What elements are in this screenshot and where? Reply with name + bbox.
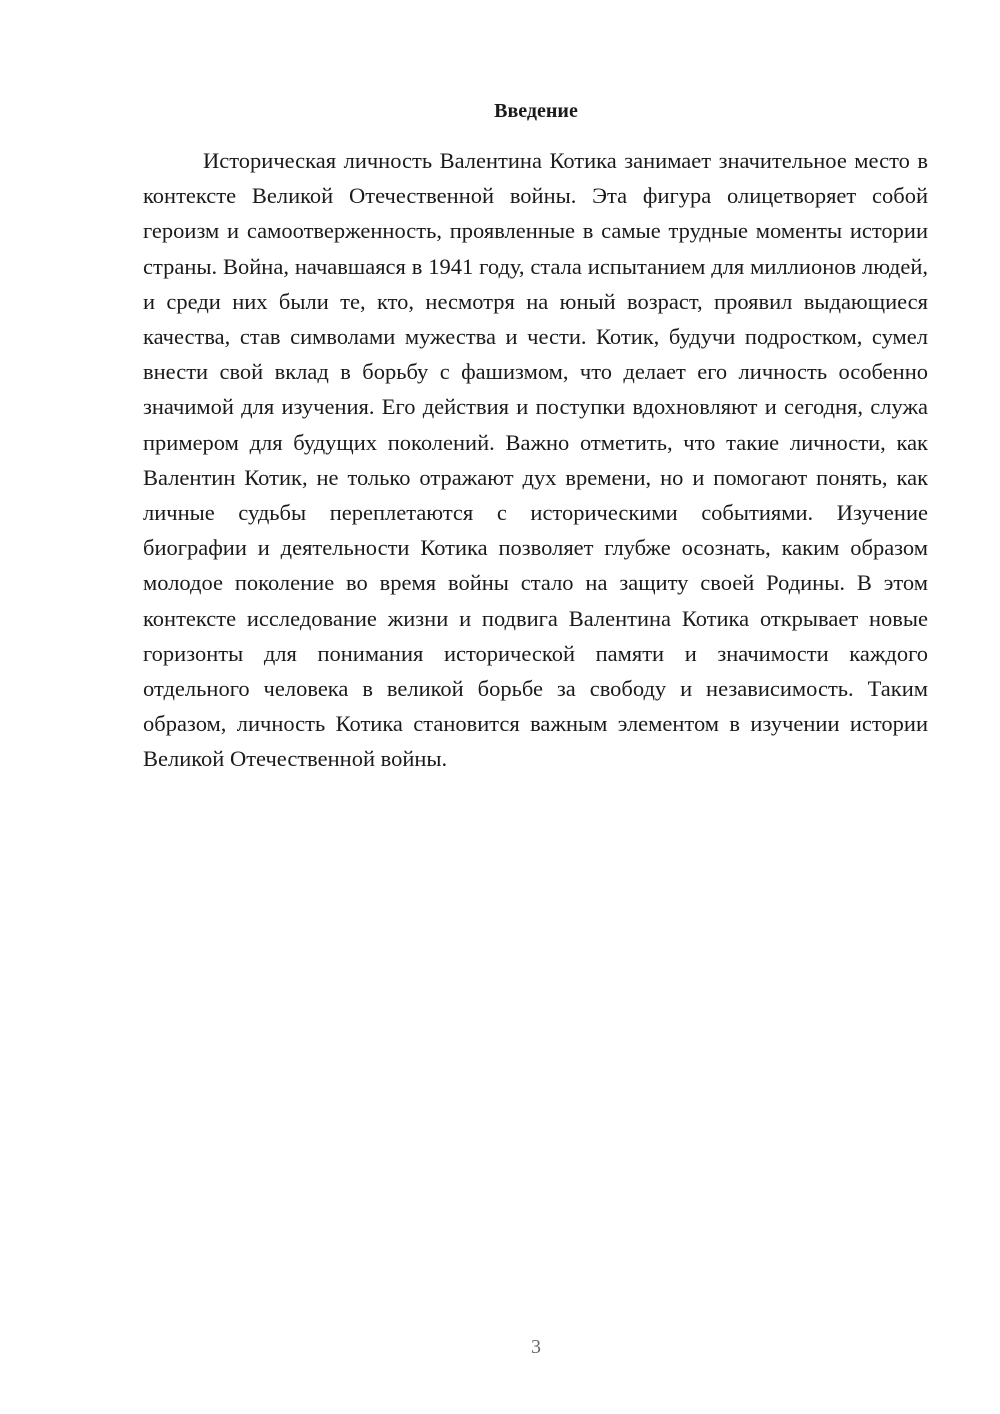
intro-paragraph: Историческая личность Валентина Котика занимает значительное место в контексте Великой Отечественной войны. Эта фигура олицетворяет собой героизм и самоотверженность, проявленные в самые трудные моменты истории страны. Война, начавшаяся в 1941 году, стала испытанием для миллионов людей, и среди них были те, кто, несмотря на юный возраст, проявил выдающиеся качества, став символами мужества и чести. Котик, будучи подростком, сумел внести свой вклад в борьбу с фашизмом, что делает его личность особенно значимой для изучения. Его действия и поступки вдохновляют и сегодня, служа примером для будущих поколений. Важно отметить, что такие личности, как Валентин Котик, не только отражают дух времени, но и помогают понять, как личные судьбы переплетаются с историческими событиями. Изучение биографии и деятельности Котика позволяет глубже осознать, каким образом молодое поколение во время войны стало на защиту своей Родины. В этом контексте исследование жизни и подвига Валентина Котика открывает новые горизонты для понимания исторической памяти и значимости каждого отдельного человека в великой борьбе за свободу и независимость. Таким образом, личность Котика становится важным элементом в изучении истории Великой Отечественной войны. (143, 148, 928, 772)
page-number: 3 (531, 1336, 541, 1358)
section-heading: Введение (494, 100, 578, 122)
